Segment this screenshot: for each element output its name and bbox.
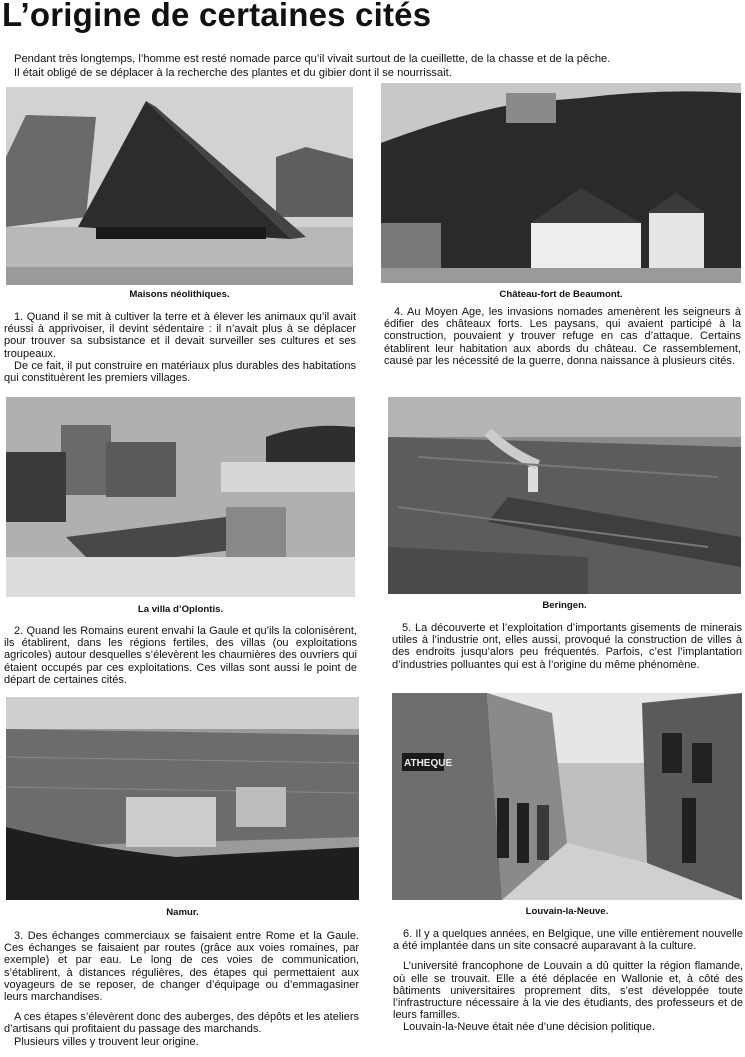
page-title: L’origine de certaines cités: [2, 0, 432, 33]
paragraph: 3. Des échanges commerciaux se faisaient entre Rome et la Gaule. Ces échanges se faisaient par routes (grâce aux voies romaines, par exemple) et par eau. Le long de ces voies de communication, s’établirent, à distances régulières, des étapes qui permettaient aux voyageurs de se reposer, de changer d’équipage ou d’emmagasiner leurs marchandises.: [4, 930, 359, 1004]
paragraph: A ces étapes s’élevèrent donc des auberges, des dépôts et les ateliers d’artisans qui profitaient du passage des marchands.: [4, 1011, 359, 1036]
photo-louvain-la-neuve: [392, 693, 742, 900]
paragraph: Plusieurs villes y trouvent leur origine.: [14, 1035, 199, 1048]
caption-louvain: Louvain-la-Neuve.: [525, 906, 609, 917]
caption-beringen: Beringen.: [542, 600, 587, 611]
intro-text: [14, 53, 739, 80]
paragraph: Louvain-la-Neuve était née d’une décision politique.: [403, 1021, 655, 1034]
shop-sign: ATHEQUE: [404, 758, 453, 769]
intro-line-2: Il était obligé de se déplacer à la recherche des plantes et du gibier dont il se nourrissait.: [14, 66, 452, 79]
photo-beringen: [388, 397, 741, 594]
photo-villa-oplontis: [6, 397, 355, 597]
paragraph: L’université francophone de Louvain a dû quitter la région flamande, où elle se trouvait. Elle a été déplacée en Wallonie et, à côté des bâtiments universitaires proprement dits, s’est développée toute l’infrastructure nécessaire à la vie des étudiants, des professeurs et de leurs familles.: [393, 960, 743, 1022]
text-section-4: [384, 306, 741, 367]
caption-neolithic: Maisons néolithiques.: [129, 289, 230, 300]
text-section-1: [4, 311, 356, 384]
paragraph: De ce fait, il put construire en matériaux plus durables des habitations qui constituèrent les premiers villages.: [4, 359, 356, 385]
text-section-6: [393, 928, 743, 1034]
text-section-3: [4, 930, 359, 1048]
paragraph: 4. Au Moyen Age, les invasions nomades amenèrent les seigneurs à édifier des châteaux forts. Les paysans, qui avaient participé à la construction, pouvaient y trouver refuge en cas d’attaque. Certains établirent leur habitation aux abords du château. Ce rassemblement, causé par les nécessité de la guerre, donna naissance à plusieurs cités.: [384, 306, 741, 367]
caption-oplontis: La villa d’Oplontis.: [137, 604, 224, 615]
photo-beaumont-castle: [381, 83, 741, 283]
photo-neolithic-houses: [6, 87, 353, 285]
paragraph: 2. Quand les Romains eurent envahi la Gaule et qu’ils la colonisèrent, ils établirent, dans les régions fertiles, des villas (ou exploitations agricoles) autour desquelles s’élevèrent les chaumières des ouvriers qui étaient occupés par ces exploitations. Ces villas sont aussi le point de départ de certaines cités.: [4, 625, 357, 686]
caption-namur: Namur.: [166, 907, 199, 918]
paragraph: 6. Il y a quelques années, en Belgique, une ville entièrement nouvelle a été implantée dans un site consacré auparavant à la culture.: [393, 928, 743, 953]
intro-line-1: Pendant très longtemps, l’homme est resté nomade parce qu’il vivait surtout de la cueillette, de la chasse et de la pêche.: [14, 53, 611, 65]
paragraph: 5. La découverte et l’exploitation d’importants gisements de minerais utiles à l’industrie ont, elles aussi, provoqué la construction de villes à des endroits jusqu’alors peu fréquentés. Parfois, c’est l’implantation d’industries polluantes qui est à l’origine du même phénomène.: [392, 622, 742, 671]
photo-namur: [6, 697, 359, 900]
text-section-2: [4, 625, 357, 686]
caption-beaumont: Château-fort de Beaumont.: [499, 289, 623, 300]
text-section-5: [392, 622, 742, 671]
paragraph: 1. Quand il se mit à cultiver la terre et à élever les animaux qu’il avait réussi à apprivoiser, il devint sédentaire : il n’avait plus à se déplacer pour trouver sa subsistance et il devait surveiller ses cultures et ses troupeaux.: [4, 311, 356, 360]
